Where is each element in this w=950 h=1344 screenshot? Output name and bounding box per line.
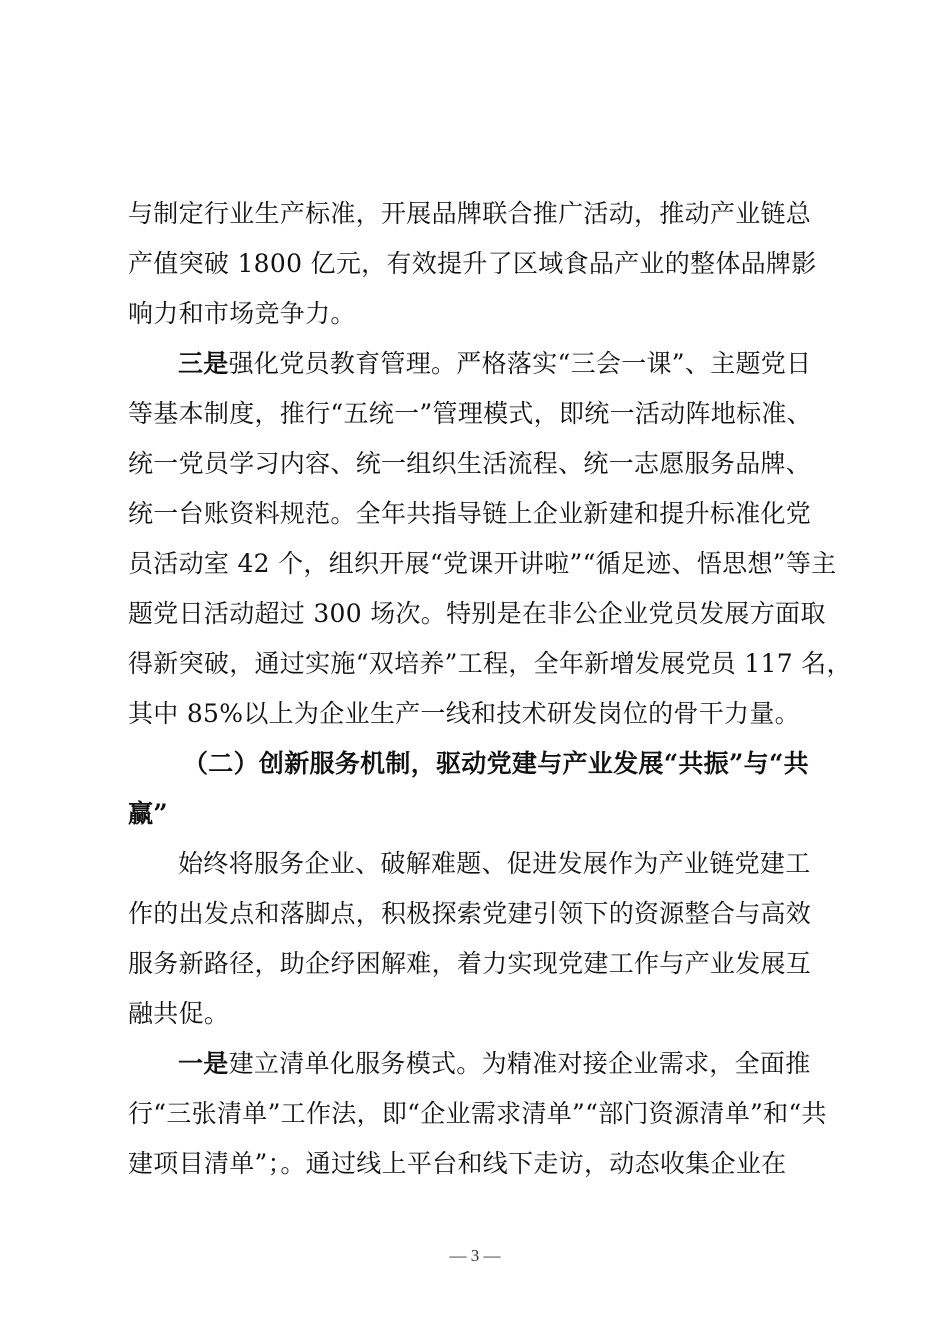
paragraph-line: 统一党员学习内容、统一组织生活流程、统一志愿服务品牌、 (128, 449, 812, 478)
section-heading-continuation: 赢” (128, 799, 168, 828)
paragraph-line: 产值突破 1800 亿元，有效提升了区域食品产业的整体品牌影 (128, 249, 817, 278)
page-number: — 3 — (449, 1246, 501, 1265)
paragraph-line: 等基本制度，推行“五统一”管理模式，即统一活动阵地标准、 (128, 399, 812, 428)
paragraph-line: 统一台账资料规范。全年共指导链上企业新建和提升标准化党 (128, 499, 812, 528)
paragraph-text: 建立清单化服务模式。为精准对接企业需求，全面推 (228, 1049, 811, 1078)
paragraph-line: 得新突破，通过实施“双培养”工程，全年新增发展党员 117 名， (128, 649, 852, 678)
paragraph-lead: 一是 (178, 1049, 229, 1078)
paragraph-first-line (178, 1046, 811, 1082)
paragraph-line: 其中 85%以上为企业生产一线和技术研发岗位的骨干力量。 (128, 699, 800, 728)
paragraph-line: 响力和市场竞争力。 (128, 299, 356, 328)
paragraph-line: 作的出发点和落脚点，积极探索党建引领下的资源整合与高效 (128, 899, 812, 928)
paragraph-line: 始终将服务企业、破解难题、促进发展作为产业链党建工 (178, 849, 811, 878)
section-heading: （二）创新服务机制，驱动党建与产业发展“共振”与“共 (183, 749, 809, 778)
paragraph-text: 强化党员教育管理。严格落实“三会一课”、主题党日 (228, 349, 812, 378)
paragraph-line: 融共促。 (128, 999, 230, 1028)
paragraph-line: 建项目清单”；。通过线上平台和线下走访，动态收集企业在 (128, 1149, 787, 1178)
paragraph-line: 行“三张清单”工作法，即“企业需求清单”“部门资源清单”和“共 (128, 1099, 827, 1128)
paragraph-first-line (178, 346, 811, 382)
paragraph-line: 服务新路径，助企纾困解难，着力实现党建工作与产业发展互 (128, 949, 812, 978)
paragraph-line: 题党日活动超过 300 场次。特别是在非公企业党员发展方面取 (128, 599, 826, 628)
paragraph-lead: 三是 (178, 349, 229, 378)
paragraph-line: 与制定行业生产标准，开展品牌联合推广活动，推动产业链总 (128, 199, 812, 228)
paragraph-line: 员活动室 42 个，组织开展“党课开讲啦”“循足迹、悟思想”等主 (128, 549, 837, 578)
